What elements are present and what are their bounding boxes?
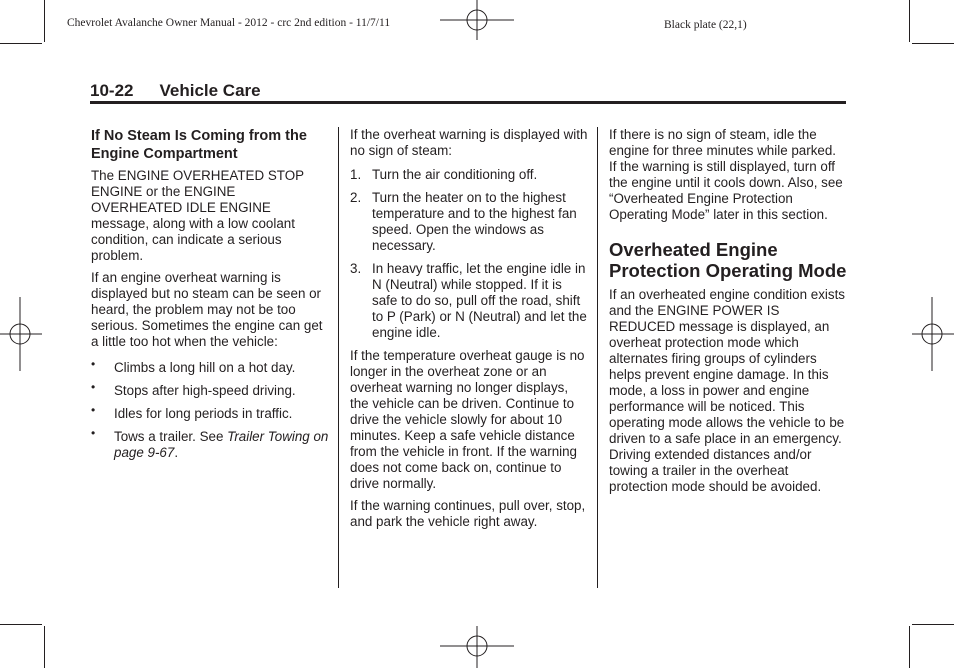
step-number: 3.	[350, 261, 362, 276]
plate-label: Black plate (22,1)	[664, 19, 747, 31]
column-3	[609, 127, 847, 501]
paragraph: If the temperature overheat gauge is no longer in the overheat zone or an overheat warning no longer displays, the vehicle can be driven. Continue to drive the vehicle slowly for about 10 minutes. Keep a safe vehicle distance from the vehicle in front. If the warning does not come back on, continue to drive normally.	[350, 348, 585, 491]
registration-mark-icon	[440, 0, 514, 40]
manual-title: Chevrolet Avalanche Owner Manual - 2012 - crc 2nd edition - 11/7/11	[67, 17, 391, 29]
bullet-icon: •	[91, 357, 96, 371]
cross-reference-link[interactable]: Trailer Towing on page 9-67	[114, 429, 329, 460]
paragraph: If the overheat warning is displayed with no sign of steam:	[350, 127, 588, 158]
list-item	[91, 357, 329, 376]
crop-mark	[909, 626, 910, 668]
paragraph: If an overheated engine condition exists and the ENGINE POWER IS REDUCED message is displayed, an overheat protection mode which alternates firing groups of cylinders helps prevent engine damage. In this mode, a loss in power and engine performance will be noticed. This operating mode allows the vehicle to be driven to a safe place in an emergency. Driving extended distances and/or towing a trailer in the overheat protection mode should be avoided.	[609, 287, 845, 494]
section-title: Vehicle Care	[159, 81, 261, 100]
list-item-text: Stops after high-speed driving.	[114, 383, 296, 398]
list-item-text: In heavy traffic, let the engine idle in N (Neutral) while stopped. If it is safe to do so, pull off the road, shift to P (Park) or N (Neutral) and let the engine idle.	[372, 261, 587, 340]
list-item	[350, 167, 588, 183]
list-item	[350, 190, 588, 254]
list-item-text: Climbs a long hill on a hot day.	[114, 360, 296, 375]
bullet-icon: •	[91, 380, 96, 394]
column-1	[91, 127, 329, 468]
crop-mark	[909, 0, 910, 42]
column-divider	[338, 127, 339, 588]
list-item	[91, 380, 329, 399]
bullet-icon: •	[91, 403, 96, 417]
section-header	[90, 81, 261, 101]
crop-mark	[44, 0, 45, 42]
crop-mark	[912, 43, 954, 44]
list-item	[350, 261, 588, 341]
list-item-text-end: .	[174, 445, 179, 460]
paragraph: If an engine overheat warning is displayed but no steam can be seen or heard, the problem may not be too serious. Sometimes the engine can get a little too hot when the vehicle:	[91, 270, 323, 349]
column-2	[350, 127, 588, 536]
column-divider	[597, 127, 598, 588]
list-item	[91, 426, 329, 461]
crop-mark	[44, 626, 45, 668]
subsection-heading: If No Steam Is Coming from the Engine Compartment	[91, 128, 307, 162]
section-rule	[90, 101, 846, 104]
list-item-text: Turn the air conditioning off.	[372, 167, 538, 182]
registration-mark-icon	[912, 297, 954, 371]
paragraph: If there is no sign of steam, idle the engine for three minutes while parked. If the warning is still displayed, turn off the engine until it cools down. Also, see “Overheated Engine Protection Operating Mode” later in this section.	[609, 127, 843, 222]
list-item-text: Idles for long periods in traffic.	[114, 406, 293, 421]
registration-mark-icon	[0, 297, 42, 371]
page-number: 10-22	[90, 81, 134, 100]
list-item	[91, 403, 329, 422]
step-number: 1.	[350, 167, 362, 182]
list-item-text: Tows a trailer. See	[114, 429, 228, 444]
list-item-text: Turn the heater on to the highest temperature and to the highest fan speed. Open the windows as necessary.	[372, 190, 577, 253]
subsection-heading: Overheated Engine Protection Operating Mode	[609, 239, 847, 281]
crop-mark	[912, 624, 954, 625]
paragraph: If the warning continues, pull over, stop, and park the vehicle right away.	[350, 498, 586, 529]
bullet-icon: •	[91, 426, 96, 440]
step-number: 2.	[350, 190, 362, 205]
paragraph: The ENGINE OVERHEATED STOP ENGINE or the ENGINE OVERHEATED IDLE ENGINE message, along with a low coolant condition, can indicate a serious problem.	[91, 168, 304, 263]
crop-mark	[0, 43, 42, 44]
registration-mark-icon	[440, 626, 514, 668]
crop-mark	[0, 624, 42, 625]
